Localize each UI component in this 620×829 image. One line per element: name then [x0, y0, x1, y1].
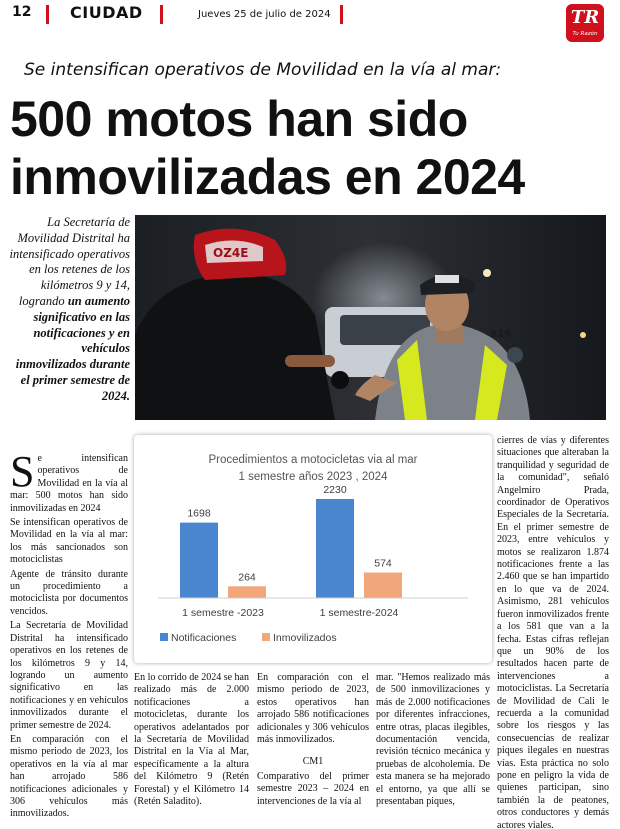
chart-bar	[228, 586, 266, 598]
article-column-5	[497, 435, 609, 829]
col1-paragraph-1-text: e intensifican operativos de Movilidad en la vía al mar: 500 motos han sido inmovilizadas en 2024	[10, 453, 128, 514]
publication-logo	[566, 4, 604, 42]
bar-chart-card	[134, 435, 492, 663]
header-divider	[160, 5, 163, 24]
article-lead	[8, 215, 130, 405]
col3-paragraph-2: CM1	[302, 756, 324, 768]
col1-paragraph-4: La Secretaría de Movilidad Distrital ha intensificado operativos en los retenes de los kilómetros 9 y 14, logrando un aumento significativo en las notificaciones y en vehículos inmovilizados durante el primer semestre de 2024.	[10, 620, 128, 731]
col3-paragraph-1: En comparación con el mismo periodo de 2023, estos operativos han arrojado 586 notificaciones adicionales y 306 vehículos más inmovilizados.	[257, 672, 369, 746]
article-photo	[135, 215, 606, 420]
col1-paragraph-2: Se intensifican operativos de Movilidad en la vía al mar: los más sancionados son motociclistas	[10, 517, 128, 566]
lead-text-bold: un aumento significativo en las notificaciones y en vehículos inmovilizados durante el primer semestre de 2024.	[15, 293, 130, 403]
header-divider	[46, 5, 49, 24]
chart-bar	[364, 573, 402, 598]
legend-label: Notificaciones	[171, 632, 237, 644]
article-column-2	[134, 672, 249, 810]
drop-cap: S	[10, 447, 35, 496]
page-header	[0, 0, 620, 37]
article-kicker: Se intensifican operativos de Movilidad en la vía al mar:	[24, 60, 502, 80]
col1-paragraph-1	[10, 447, 128, 515]
chart-bar	[316, 499, 354, 598]
chart-category-label: 1 semestre-2024	[319, 607, 399, 619]
photo-traffic-stop	[135, 215, 606, 420]
chart-data-label: 1698	[187, 507, 211, 520]
col1-paragraph-3: Agente de tránsito durante un procedimiento a motociclista por documentos vencidos.	[10, 568, 128, 617]
logo-letters: TR	[570, 7, 600, 28]
col1-paragraph-5: En comparación con el mismo periodo de 2023, los operativos en la vía al mar han arrojado 586 notificaciones adicionales y 306 vehículos más inmovilizados.	[10, 733, 128, 820]
officer-badge-number: 815	[490, 329, 511, 340]
col5-paragraph-1: cierres de vías y diferentes situaciones que alteraban la tranquilidad y seguridad de la comunidad", señaló Angelmiro Prada, coordinador de Operativos Especiales de la Secretaría. En el primer semestre de 2023, entre vehículos y motos se realizaron 1.874 notificaciones frente a las 2.460 que se han impartido en lo que va de 2024. Asimismo, 281 vehículos fueron inmovilizados frente a los 581 que van a la fecha. Estas cifras reflejan que un 90% de los resultados hacen parte de intervenciones a motociclistas. La Secretaría de Movilidad de Cali le recuerda a la comunidad sobre los riesgos y las consecuencias de realizar piques ilegales en nuestras vías. Esta práctica no solo pone en peligro la vida de quienes participan, sino también la de peatones, otros conductores y demás actores viales.	[497, 435, 609, 829]
chart-bar	[180, 523, 218, 598]
article-headline	[10, 90, 615, 206]
lead-text: La Secretaría de Movilidad Distrital ha intensificado operativos en los retenes de los kilómetros 9 y 14, logrando	[9, 215, 130, 308]
legend-swatch	[262, 633, 270, 641]
bar-chart	[134, 435, 492, 663]
article-column-4	[376, 672, 490, 810]
legend-swatch	[160, 633, 168, 641]
col4-paragraph-1: mar. "Hemos realizado más de 500 inmovilizaciones y más de 2.000 notificaciones por diferentes infracciones, entre otras, placas ilegibles, documentación vencida, revisión técnico mecánica y pruebas de alcoholemia. De esta manera se ha mejorado el entorno, ya que allí se presentaban piques,	[376, 672, 490, 808]
section-name: CIUDAD	[70, 3, 143, 22]
headline-line-1: 500 motos han sido	[10, 91, 468, 147]
chart-title-line-2: 1 semestre años 2023 , 2024	[238, 471, 388, 483]
legend-label: Inmovilizados	[273, 632, 337, 644]
page-number: 12	[12, 4, 32, 20]
logo-tagline: Tu Razón	[572, 31, 598, 37]
issue-date: Jueves 25 de julio de 2024	[198, 9, 331, 20]
svg-text:OZ4E: OZ4E	[213, 246, 249, 260]
chart-category-label: 1 semestre -2023	[182, 607, 264, 619]
col2-paragraph-1: En lo corrido de 2024 se han realizado más de 2.000 notificaciones a motocicletas, durante los operativos adelantados por la Secretaría de Movilidad Distrital en la Vía al Mar, específicamente a la altura del Kilómetro 9 (Retén Forestal) y el Kilómetro 14 (Retén Saladito).	[134, 672, 249, 808]
col3-paragraph-3: Comparativo del primer semestre 2023 – 2024 en intervenciones de la vía al	[257, 770, 369, 807]
article-column-3	[257, 672, 369, 810]
chart-title-line-1: Procedimientos a motocicletas via al mar	[208, 454, 418, 466]
header-divider	[340, 5, 343, 24]
headline-line-2: inmovilizadas en 2024	[10, 149, 525, 205]
chart-data-label: 2230	[323, 483, 347, 496]
chart-data-label: 264	[238, 571, 256, 584]
article-column-1	[10, 447, 128, 823]
chart-data-label: 574	[374, 557, 392, 570]
